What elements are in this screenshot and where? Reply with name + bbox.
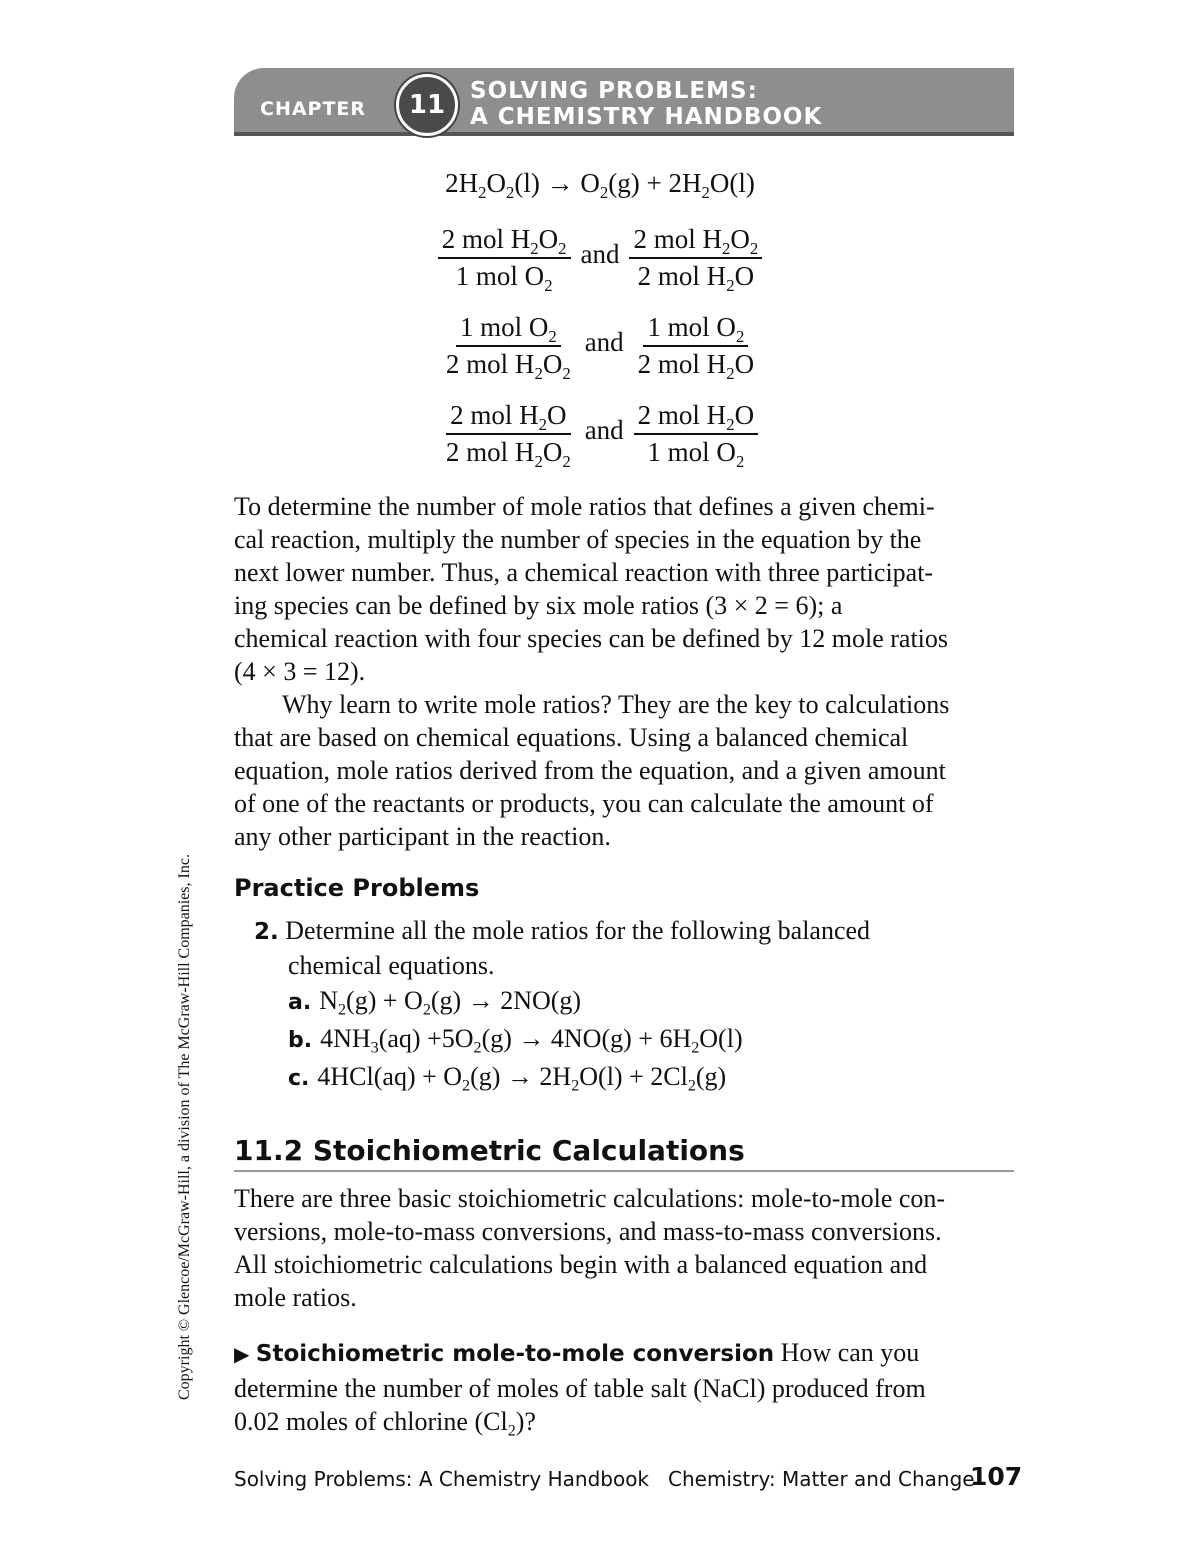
footer-book-title: Solving Problems: A Chemistry Handbook — [234, 1467, 650, 1491]
problem-text-line1: Determine all the mole ratios for the following balanced — [285, 916, 871, 945]
text-line: cal reaction, multiply the number of species in the equation by the — [234, 525, 922, 554]
practice-problems-heading: Practice Problems — [234, 874, 480, 902]
text-line: 0.02 moles of chlorine $(Cl_2)$? — [234, 1407, 536, 1440]
main-equation: $2H_2O_2(l) \to O_2(g) + 2H_2O(l)$ — [445, 168, 755, 202]
and-label: and — [580, 238, 620, 269]
text-line: Why learn to write mole ratios? They are the key to calculations — [282, 690, 950, 719]
footer-series-title: Chemistry: Matter and Change — [668, 1467, 975, 1491]
header-rule — [234, 132, 1014, 136]
subproblem-a: a. $N_2(g) + O_2(g) \to 2NO(g)$ — [288, 986, 582, 1019]
copyright-notice: Copyright © Glencoe/McGraw-Hill, a division of The McGraw-Hill Companies, Inc. — [176, 854, 193, 1400]
paragraph-stoichiometry-intro — [234, 1182, 1014, 1314]
and-label: and — [584, 414, 624, 445]
paragraph-mole-to-mole — [234, 1336, 1014, 1438]
mole-ratio-row-2 — [0, 312, 1200, 383]
mole-ratio-row-3 — [0, 400, 1200, 471]
subproblem-b: b. $4NH_3(aq) +5O_2(g) \to 4NO(g) + 6H_2O(l)$ — [288, 1024, 743, 1057]
mole-ratio-fraction: $\frac{2 mol H_2O}{1 mol O_2}$ — [634, 400, 758, 468]
runin-text: How can you — [774, 1338, 920, 1367]
mole-ratio-fraction: $\frac{2 mol H_2O}{2 mol H_2O_2}$ — [445, 400, 571, 471]
mole-ratio-fraction: $\frac{1 mol O_2}{2 mol H_2O_2}$ — [445, 312, 571, 383]
chapter-number-badge: 11 — [396, 74, 458, 136]
text-line: that are based on chemical equations. Using a balanced chemical — [234, 723, 909, 752]
practice-problem-2 — [254, 914, 870, 982]
mole-ratio-row-1 — [0, 224, 1200, 295]
text-line: There are three basic stoichiometric calculations: mole-to-mole con- — [234, 1184, 946, 1213]
text-line: ing species can be defined by six mole ratios (3 × 2 = 6); a — [234, 591, 843, 620]
text-line: chemical reaction with four species can be defined by 12 mole ratios — [234, 624, 949, 653]
runin-heading: Stoichiometric mole-to-mole conversion — [255, 1341, 775, 1367]
paragraph-mole-ratio-count — [234, 490, 1014, 688]
text-line: versions, mole-to-mass conversions, and mass-to-mass conversions. — [234, 1217, 942, 1246]
mole-ratio-fraction: $\frac{2 mol H_2O_2}{1 mol O_2}$ — [438, 224, 571, 292]
problem-number: 2. — [254, 919, 279, 945]
text-line: All stoichiometric calculations begin with a balanced equation and — [234, 1250, 928, 1279]
text-line: (4 × 3 = 12). — [234, 657, 366, 686]
chapter-title-line2: A CHEMISTRY HANDBOOK — [470, 104, 823, 130]
text-line: mole ratios. — [234, 1283, 357, 1312]
text-line: To determine the number of mole ratios that defines a given chemi- — [234, 492, 935, 521]
text-line: any other participant in the reaction. — [234, 822, 611, 851]
mole-ratio-fraction: $\frac{2 mol H_2O_2}{2 mol H_2O}$ — [629, 224, 762, 292]
section-heading: 11.2 Stoichiometric Calculations — [234, 1134, 745, 1167]
triangle-bullet-icon: ▶ — [234, 1344, 250, 1366]
chapter-label: CHAPTER — [260, 98, 367, 120]
mole-ratio-fraction: $\frac{1 mol O_2}{2 mol H_2O}$ — [637, 312, 755, 383]
text-line: of one of the reactants or products, you can calculate the amount of — [234, 789, 934, 818]
chapter-header — [234, 66, 1014, 144]
page-number: 107 — [970, 1462, 1023, 1491]
problem-text-line2: chemical equations. — [288, 951, 495, 980]
chapter-title-line1: SOLVING PROBLEMS: — [470, 78, 758, 104]
and-label: and — [584, 326, 624, 357]
text-line: determine the number of moles of table salt (NaCl) produced from — [234, 1374, 926, 1403]
section-divider — [234, 1170, 1014, 1172]
subproblem-c: c. $4HCl(aq) + O_2(g) \to 2H_2O(l) + 2Cl_2(g)$ — [288, 1062, 727, 1095]
text-line: equation, mole ratios derived from the equation, and a given amount — [234, 756, 946, 785]
paragraph-why-mole-ratios — [234, 688, 1014, 853]
text-line: next lower number. Thus, a chemical reaction with three participat- — [234, 558, 934, 587]
